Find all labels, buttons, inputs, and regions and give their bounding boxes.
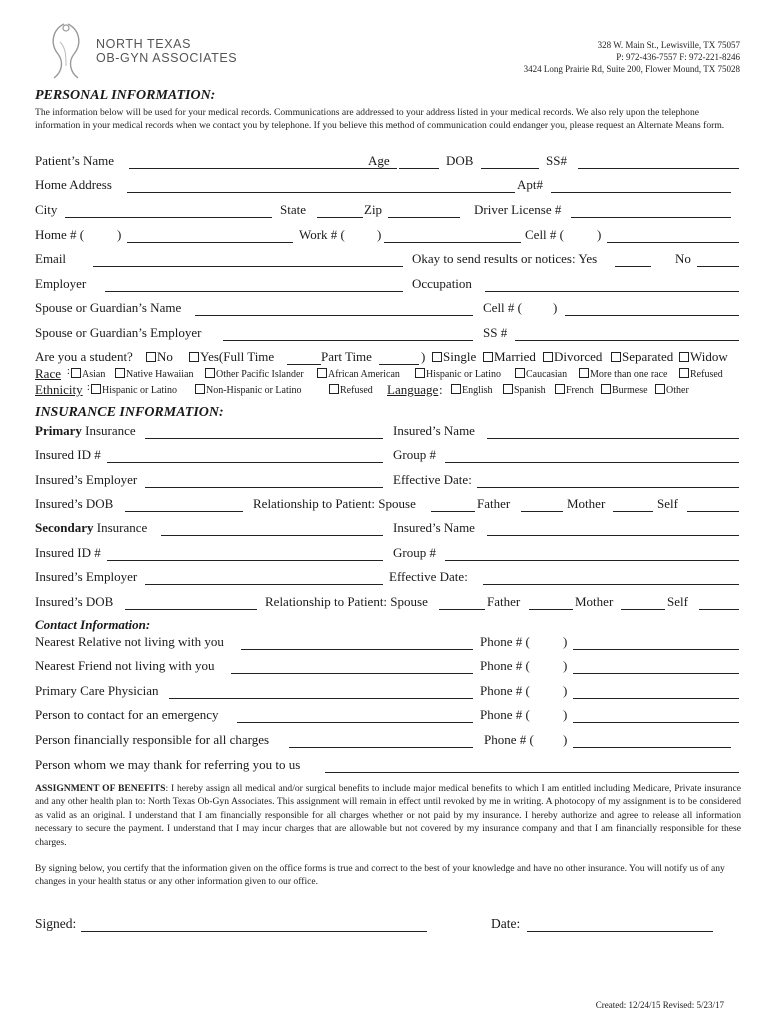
- contact-row-financial: [35, 732, 741, 750]
- relative-phone-paren: ): [563, 634, 568, 649]
- spouse-ss-field[interactable]: [515, 340, 739, 341]
- okay-results-yes-field[interactable]: [615, 266, 651, 267]
- ethnicity-non-hispanic-label: Non-Hispanic or Latino: [206, 385, 302, 396]
- full-time-field[interactable]: [287, 364, 321, 365]
- single-label: Single: [443, 349, 477, 364]
- assignment-of-benefits: [35, 782, 741, 849]
- cell-phone-label: Cell # (: [525, 227, 564, 242]
- ethnicity-label: Ethnicity: [35, 382, 83, 397]
- ethnicity-refused-option[interactable]: [329, 384, 373, 396]
- primary-mother-field[interactable]: [613, 511, 653, 512]
- ethnicity-refused-label: Refused: [340, 385, 373, 396]
- language-spanish-option[interactable]: [503, 384, 546, 396]
- primary-self-field[interactable]: [687, 511, 739, 512]
- race-african-american-option[interactable]: [317, 368, 400, 380]
- secondary-insured-employer-label: Insured’s Employer: [35, 569, 138, 584]
- race-caucasian-label: Caucasian: [526, 369, 568, 380]
- primary-insured-employer-row: [35, 472, 741, 490]
- financial-phone-field[interactable]: [573, 747, 731, 748]
- primary-relationship-label: Relationship to Patient: Spouse: [253, 496, 416, 511]
- financial-phone-paren: ): [563, 732, 568, 747]
- okay-results-no-label: No: [675, 251, 691, 266]
- contact-row-relative: [35, 634, 741, 652]
- ethnicity-hispanic-option[interactable]: [91, 384, 177, 396]
- spouse-cell-label: Cell # (: [483, 300, 522, 315]
- secondary-insurance-word: Insurance: [96, 520, 148, 535]
- language-spanish-label: Spanish: [514, 385, 546, 396]
- primary-insurance-row: [35, 423, 741, 441]
- contact-row-friend: [35, 658, 741, 676]
- married-label: Married: [494, 349, 536, 364]
- signed-label: Signed:: [35, 916, 77, 931]
- friend-label: Nearest Friend not living with you: [35, 658, 215, 673]
- separated-checkbox[interactable]: [611, 349, 673, 365]
- race-hispanic-label: Hispanic or Latino: [426, 369, 501, 380]
- primary-mother-label: Mother: [567, 496, 606, 511]
- practice-logo: [38, 20, 258, 82]
- primary-insured-employer-field[interactable]: [145, 487, 383, 488]
- city-label: City: [35, 202, 58, 217]
- referral-row: [35, 757, 741, 775]
- race-native-hawaiian-option[interactable]: [115, 368, 193, 380]
- secondary-insurance-field[interactable]: [161, 535, 383, 536]
- ethnicity-hispanic-label: Hispanic or Latino: [102, 385, 177, 396]
- secondary-insured-dob-label: Insured’s DOB: [35, 594, 114, 609]
- ssn-field[interactable]: [578, 168, 739, 169]
- spouse-name-label: Spouse or Guardian’s Name: [35, 300, 182, 315]
- employer-row: [35, 276, 741, 294]
- emergency-phone-label: Phone # (: [480, 707, 530, 722]
- race-pacific-islander-option[interactable]: [205, 368, 304, 380]
- single-checkbox[interactable]: [432, 349, 476, 365]
- student-question: Are you a student?: [35, 349, 133, 364]
- work-phone-paren: ): [377, 227, 382, 242]
- part-time-label: Part Time: [321, 349, 372, 364]
- student-close-paren: ): [421, 349, 426, 364]
- work-phone-label: Work # (: [299, 227, 345, 242]
- secondary-bold-label: Secondary: [35, 520, 94, 535]
- ssn-label: SS#: [546, 153, 567, 168]
- personal-info-heading: PERSONAL INFORMATION:: [35, 88, 216, 103]
- work-phone-field[interactable]: [384, 242, 521, 243]
- primary-insurance-field[interactable]: [145, 438, 383, 439]
- insurance-heading: INSURANCE INFORMATION:: [35, 405, 224, 420]
- financial-label: Person financially responsible for all charges: [35, 732, 270, 747]
- date-label: Date:: [491, 916, 521, 931]
- friend-phone-field[interactable]: [573, 673, 739, 674]
- secondary-insurance-row: [35, 520, 741, 538]
- race-african-american-label: African American: [328, 369, 400, 380]
- physician-label: Primary Care Physician: [35, 683, 159, 698]
- race-label: Race: [35, 366, 61, 381]
- primary-self-label: Self: [657, 496, 678, 511]
- home-phone-label: Home # (: [35, 227, 85, 242]
- occupation-label: Occupation: [412, 276, 472, 291]
- married-checkbox[interactable]: [483, 349, 536, 365]
- driver-license-label: Driver License #: [474, 202, 562, 217]
- secondary-effective-date-label: Effective Date:: [389, 569, 468, 584]
- apt-label: Apt#: [517, 177, 543, 192]
- secondary-father-field[interactable]: [529, 609, 573, 610]
- dob-field[interactable]: [481, 168, 539, 169]
- emergency-label: Person to contact for an emergency: [35, 707, 219, 722]
- secondary-insured-employer-row: [35, 569, 741, 587]
- financial-phone-label: Phone # (: [484, 732, 534, 747]
- primary-group-field[interactable]: [445, 462, 739, 463]
- logo-figure-icon: [38, 20, 94, 82]
- spouse-name-row: [35, 300, 741, 318]
- secondary-insured-id-field[interactable]: [107, 560, 383, 561]
- secondary-relationship-label: Relationship to Patient: Spouse: [265, 594, 428, 609]
- race-multiple-option[interactable]: [579, 368, 667, 380]
- race-multiple-label: More than one race: [590, 369, 668, 380]
- student-no-label: No: [157, 349, 173, 364]
- emergency-phone-field[interactable]: [573, 722, 739, 723]
- state-label: State: [280, 202, 306, 217]
- referral-label: Person whom we may thank for referring you to us: [35, 757, 301, 772]
- cell-phone-paren: ): [597, 227, 602, 242]
- city-field[interactable]: [65, 217, 272, 218]
- secondary-insured-employer-field[interactable]: [145, 584, 383, 585]
- patient-name-field[interactable]: [129, 168, 397, 169]
- primary-insured-id-label: Insured ID #: [35, 447, 101, 462]
- primary-insured-id-row: [35, 447, 741, 465]
- employer-field[interactable]: [105, 291, 403, 292]
- contact-row-emergency: [35, 707, 741, 725]
- language-label: Language: [387, 382, 439, 397]
- relative-field[interactable]: [241, 649, 473, 650]
- primary-effective-date-label: Effective Date:: [393, 472, 472, 487]
- dob-label: DOB: [446, 153, 474, 168]
- email-label: Email: [35, 251, 67, 266]
- language-french-label: French: [566, 385, 594, 396]
- ethnicity-language-row: [35, 382, 741, 400]
- home-address-field[interactable]: [127, 192, 515, 193]
- patient-name-row: [35, 153, 741, 171]
- student-yes-checkbox[interactable]: [189, 349, 274, 365]
- separated-label: Separated: [622, 349, 674, 364]
- secondary-insured-id-label: Insured ID #: [35, 545, 101, 560]
- spouse-cell-field[interactable]: [565, 315, 739, 316]
- spouse-name-field[interactable]: [195, 315, 473, 316]
- friend-field[interactable]: [231, 673, 473, 674]
- primary-insured-dob-field[interactable]: [125, 511, 243, 512]
- phones-row: [35, 227, 741, 245]
- language-english-label: English: [462, 385, 493, 396]
- date-field[interactable]: [527, 931, 713, 932]
- part-time-field[interactable]: [379, 364, 419, 365]
- secondary-mother-label: Mother: [575, 594, 614, 609]
- assignment-title: ASSIGNMENT OF BENEFITS: [35, 783, 166, 794]
- address-line2: P: 972-436-7557 F: 972-221-8246: [616, 52, 740, 62]
- address-line1: 328 W. Main St., Lewisville, TX 75057: [597, 40, 740, 50]
- home-phone-paren: ): [117, 227, 122, 242]
- age-field[interactable]: [399, 168, 439, 169]
- primary-insured-id-field[interactable]: [107, 462, 383, 463]
- signature-field[interactable]: [81, 931, 427, 932]
- practice-address: [524, 39, 740, 75]
- primary-insurance-label: [35, 423, 136, 439]
- primary-insureds-name-label: Insured’s Name: [393, 423, 475, 438]
- physician-field[interactable]: [169, 698, 473, 699]
- certify-statement: By signing below, you certify that the information given on the office forms is true and correct to the best of your knowledge and have no other insurance. You will notify us of any changes in your health status or any other information given to our office.: [35, 863, 725, 888]
- spouse-cell-paren: ): [553, 300, 558, 315]
- email-row: [35, 251, 741, 269]
- language-french-option[interactable]: [555, 384, 594, 396]
- relative-phone-label: Phone # (: [480, 634, 530, 649]
- race-native-hawaiian-label: Native Hawaiian: [126, 369, 194, 380]
- spouse-employer-field[interactable]: [223, 340, 473, 341]
- okay-results-label: Okay to send results or notices: Yes: [412, 251, 598, 266]
- ethnicity-non-hispanic-option[interactable]: [195, 384, 302, 396]
- race-asian-label: Asian: [82, 369, 106, 380]
- secondary-self-label: Self: [667, 594, 688, 609]
- financial-field[interactable]: [289, 747, 473, 748]
- address-line3: 3424 Long Prairie Rd, Suite 200, Flower Mound, TX 75028: [523, 64, 740, 74]
- race-pacific-islander-label: Other Pacific Islander: [216, 369, 304, 380]
- ethnicity-colon: :: [87, 382, 90, 393]
- race-caucasian-option[interactable]: [515, 368, 567, 380]
- language-english-option[interactable]: [451, 384, 493, 396]
- assignment-text: : I hereby assign all medical and/or surgical benefits to include major medical benefits to which I am entitled including Medicare, Private insurance and any other health plan to: North Texas Ob-Gyn Associates. This assignment will remain in effect until revoked by me in writing. A photocopy of my assignment is to be considered as valid as an original. I understand that I am financially responsible for all charges whether or not paid by my insurance. I hereby authorize and agree to release all information necessary to secure the payment. I understand that I may incur charges that are allowable but not covered by my insurance company and that I am financially responsible for these charges.: [35, 783, 741, 848]
- primary-bold-label: Primary: [35, 423, 82, 438]
- driver-license-field[interactable]: [571, 217, 731, 218]
- secondary-mother-field[interactable]: [621, 609, 665, 610]
- emergency-phone-paren: ): [563, 707, 568, 722]
- physician-phone-field[interactable]: [573, 698, 739, 699]
- employer-label: Employer: [35, 276, 87, 291]
- city-row: [35, 202, 741, 220]
- primary-father-label: Father: [477, 496, 511, 511]
- secondary-group-label: Group #: [393, 545, 436, 560]
- race-hispanic-option[interactable]: [415, 368, 501, 380]
- race-refused-label: Refused: [690, 369, 723, 380]
- secondary-group-field[interactable]: [445, 560, 739, 561]
- state-field[interactable]: [317, 217, 363, 218]
- signature-row: [35, 916, 741, 934]
- physician-phone-label: Phone # (: [480, 683, 530, 698]
- primary-spouse-field[interactable]: [431, 511, 475, 512]
- race-colon: :: [67, 366, 70, 377]
- friend-phone-label: Phone # (: [480, 658, 530, 673]
- logo-line2: OB-GYN ASSOCIATES: [96, 51, 238, 65]
- home-address-label: Home Address: [35, 177, 112, 192]
- student-yes-label: Yes(Full Time: [200, 349, 275, 364]
- emergency-field[interactable]: [237, 722, 473, 723]
- primary-effective-date-field[interactable]: [477, 487, 739, 488]
- home-phone-field[interactable]: [127, 242, 293, 243]
- secondary-father-label: Father: [487, 594, 521, 609]
- widow-label: Widow: [690, 349, 728, 364]
- student-marital-row: [35, 349, 741, 367]
- language-burmese-label: Burmese: [612, 385, 648, 396]
- primary-insureds-name-field[interactable]: [487, 438, 739, 439]
- secondary-insured-id-row: [35, 545, 741, 563]
- zip-field[interactable]: [388, 217, 460, 218]
- language-other-label: Other: [666, 385, 689, 396]
- primary-insured-dob-row: [35, 496, 741, 514]
- physician-phone-paren: ): [563, 683, 568, 698]
- referral-field[interactable]: [325, 772, 739, 773]
- primary-insured-employer-label: Insured’s Employer: [35, 472, 138, 487]
- secondary-insureds-name-label: Insured’s Name: [393, 520, 475, 535]
- zip-label: Zip: [364, 202, 383, 217]
- age-label: Age: [368, 153, 390, 168]
- secondary-effective-date-field[interactable]: [483, 584, 739, 585]
- secondary-insured-dob-row: [35, 594, 741, 612]
- okay-results-no-field[interactable]: [697, 266, 739, 267]
- race-refused-option[interactable]: [679, 368, 723, 380]
- language-burmese-option[interactable]: [601, 384, 648, 396]
- secondary-insurance-label: [35, 520, 147, 536]
- divorced-label: Divorced: [554, 349, 603, 364]
- spouse-ss-label: SS #: [483, 325, 508, 340]
- patient-name-label: Patient’s Name: [35, 153, 115, 168]
- student-no-checkbox[interactable]: [146, 349, 173, 365]
- primary-insurance-word: Insurance: [85, 423, 136, 438]
- language-other-option[interactable]: [655, 384, 689, 396]
- personal-info-intro: The information below will be used for your medical records. Communications are addressed to your address listed in your medical records. We also rely upon the telephone information in your medical records when we contact you by telephone. If you believe this method of communication could endanger you, please request an Alternate Means form.: [35, 107, 725, 132]
- primary-father-field[interactable]: [521, 511, 563, 512]
- logo-line1: NORTH TEXAS: [96, 37, 192, 51]
- secondary-insureds-name-field[interactable]: [487, 535, 739, 536]
- contact-heading: Contact Information:: [35, 617, 151, 632]
- spouse-employer-label: Spouse or Guardian’s Employer: [35, 325, 202, 340]
- friend-phone-paren: ): [563, 658, 568, 673]
- occupation-field[interactable]: [485, 291, 739, 292]
- relative-phone-field[interactable]: [573, 649, 739, 650]
- email-field[interactable]: [93, 266, 403, 267]
- primary-insured-dob-label: Insured’s DOB: [35, 496, 114, 511]
- language-colon: :: [439, 382, 443, 397]
- apt-field[interactable]: [551, 192, 731, 193]
- contact-row-physician: [35, 683, 741, 701]
- revision-footer: Created: 12/24/15 Revised: 5/23/17: [595, 1000, 724, 1010]
- secondary-insured-dob-field[interactable]: [125, 609, 257, 610]
- cell-phone-field[interactable]: [607, 242, 739, 243]
- relative-label: Nearest Relative not living with you: [35, 634, 224, 649]
- secondary-spouse-field[interactable]: [439, 609, 485, 610]
- divorced-checkbox[interactable]: [543, 349, 602, 365]
- home-address-row: [35, 177, 741, 195]
- primary-group-label: Group #: [393, 447, 436, 462]
- spouse-employer-row: [35, 325, 741, 343]
- secondary-self-field[interactable]: [699, 609, 739, 610]
- widow-checkbox[interactable]: [679, 349, 728, 365]
- race-asian-option[interactable]: [71, 368, 105, 380]
